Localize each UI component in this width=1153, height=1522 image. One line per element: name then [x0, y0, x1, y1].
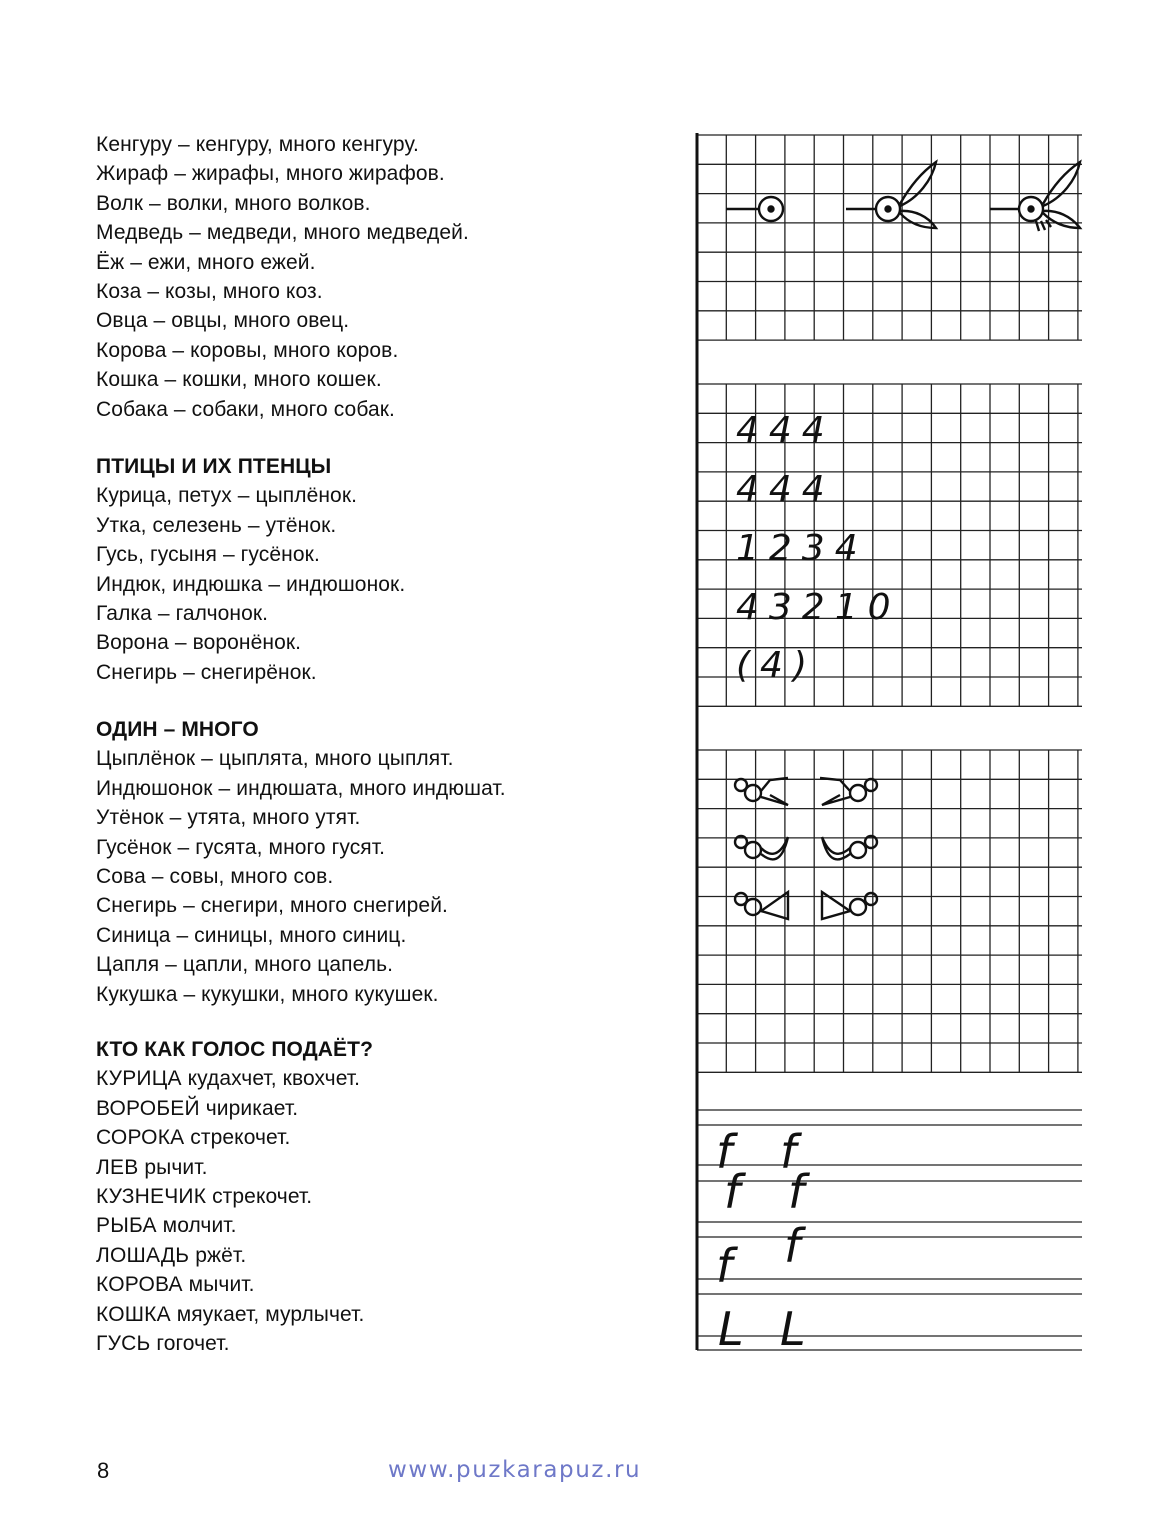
animal-name: РЫБА: [96, 1214, 157, 1238]
digit-row-3: 1234: [736, 528, 868, 569]
list-item: Снегирь – снегирёнок.: [96, 660, 317, 684]
list-item: Индюшонок – индюшата, много индюшат.: [96, 776, 506, 800]
cursive-letter: f: [716, 1239, 733, 1293]
bird-pattern-left-icon: [735, 778, 788, 805]
section-heading: КТО КАК ГОЛОС ПОДАЁТ?: [96, 1038, 374, 1061]
bird-step-2-icon: [846, 162, 936, 228]
digit-row-5: (4): [736, 645, 817, 686]
bird-step-3-icon: [990, 162, 1080, 231]
list-item: Корова – коровы, много коров.: [96, 338, 399, 362]
animal-name: ЛОШАДЬ: [96, 1243, 190, 1267]
animal-voice: стрекочет.: [190, 1126, 291, 1150]
list-item: Гусь, гусыня – гусёнок.: [96, 543, 320, 567]
cursive-letter: f: [788, 1165, 805, 1219]
animal-voice: стрекочет.: [212, 1185, 313, 1209]
list-item: Утка, селезень – утёнок.: [96, 513, 337, 537]
section-heading: ПТИЦЫ И ИХ ПТЕНЦЫ: [96, 455, 332, 478]
animal-voice: молчит.: [162, 1214, 237, 1238]
bird-step-1-icon: [726, 197, 783, 221]
cursive-letters: [716, 1125, 810, 1356]
grid-lines: [697, 135, 1082, 1350]
list-item: Индюк, индюшка – индюшонок.: [96, 572, 406, 596]
list-item: Синица – синицы, много синиц.: [96, 923, 407, 947]
animal-voice: мычит.: [188, 1273, 255, 1297]
animal-name: ВОРОБЕЙ: [96, 1096, 200, 1120]
animal-name: ЛЕВ: [96, 1155, 139, 1179]
animal-name: КОШКА: [96, 1302, 171, 1326]
cursive-letter: L: [780, 1302, 806, 1356]
list-item: Снегирь – снегири, много снегирей.: [96, 894, 448, 918]
cursive-letter: f: [780, 1125, 797, 1179]
page-number: 8: [97, 1458, 110, 1483]
cursive-letter: L: [718, 1302, 744, 1356]
list-item: Галка – галчонок.: [96, 602, 269, 626]
digit-rows: [736, 410, 901, 686]
list-item: Цыплёнок – цыплята, много цыплят.: [96, 747, 454, 771]
animal-name: КУРИЦА: [96, 1067, 182, 1091]
bird-drawing-row: [726, 162, 1080, 231]
animal-voice: ржёт.: [195, 1243, 247, 1267]
list-item: Ворона – воронёнок.: [96, 631, 302, 655]
list-item: Медведь – медведи, много медведей.: [96, 221, 469, 245]
bird-pattern-left-icon: [735, 836, 788, 859]
cursive-letter: f: [784, 1219, 801, 1273]
animal-voice: гогочет.: [156, 1332, 230, 1356]
animal-voice: мяукает, мурлычет.: [176, 1302, 365, 1326]
list-item: Собака – собаки, много собак.: [96, 397, 395, 421]
list-item: Гусёнок – гусята, много гусят.: [96, 835, 386, 859]
list-item: Овца – овцы, много овец.: [96, 309, 350, 333]
list-item: Ёж – ежи, много ежей.: [96, 250, 316, 274]
bird-pattern-rows: [735, 778, 877, 919]
cursive-letter: f: [724, 1165, 741, 1219]
list-item: Курица, петух – цыплёнок.: [96, 484, 358, 508]
list-item: Коза – козы, много коз.: [96, 280, 323, 304]
footer-url: www.puzkarapuz.ru: [388, 1457, 642, 1483]
list-item: Кенгуру – кенгуру, много кенгуру.: [96, 133, 419, 156]
list-item: Кошка – кошки, много кошек.: [96, 368, 382, 392]
list-item: Утёнок – утята, много утят.: [96, 806, 361, 830]
list-item: Жираф – жирафы, много жирафов.: [96, 162, 445, 186]
bird-pattern-right-icon: [820, 778, 877, 805]
list-item: Волк – волки, много волков.: [96, 191, 371, 215]
digit-row-1: 444: [736, 410, 835, 451]
list-item: Кукушка – кукушки, много кукушек.: [96, 982, 439, 1006]
digit-row-2: 444: [736, 469, 835, 510]
animal-voice: кудахчет, квохчет.: [187, 1067, 361, 1091]
cursive-letter: f: [716, 1125, 733, 1179]
animal-name: ГУСЬ: [96, 1332, 151, 1356]
animal-voice: чирикает.: [205, 1096, 299, 1120]
digit-row-4: 43210: [736, 587, 901, 628]
animal-name: КУЗНЕЧИК: [96, 1185, 207, 1209]
animal-name: КОРОВА: [96, 1273, 183, 1297]
section-heading: ОДИН – МНОГО: [96, 718, 259, 741]
list-item: Сова – совы, много сов.: [96, 865, 334, 889]
bird-pattern-right-icon: [822, 836, 877, 859]
list-item: Цапля – цапли, много цапель.: [96, 953, 394, 977]
animal-name: СОРОКА: [96, 1126, 185, 1150]
animal-voice: рычит.: [144, 1155, 208, 1179]
